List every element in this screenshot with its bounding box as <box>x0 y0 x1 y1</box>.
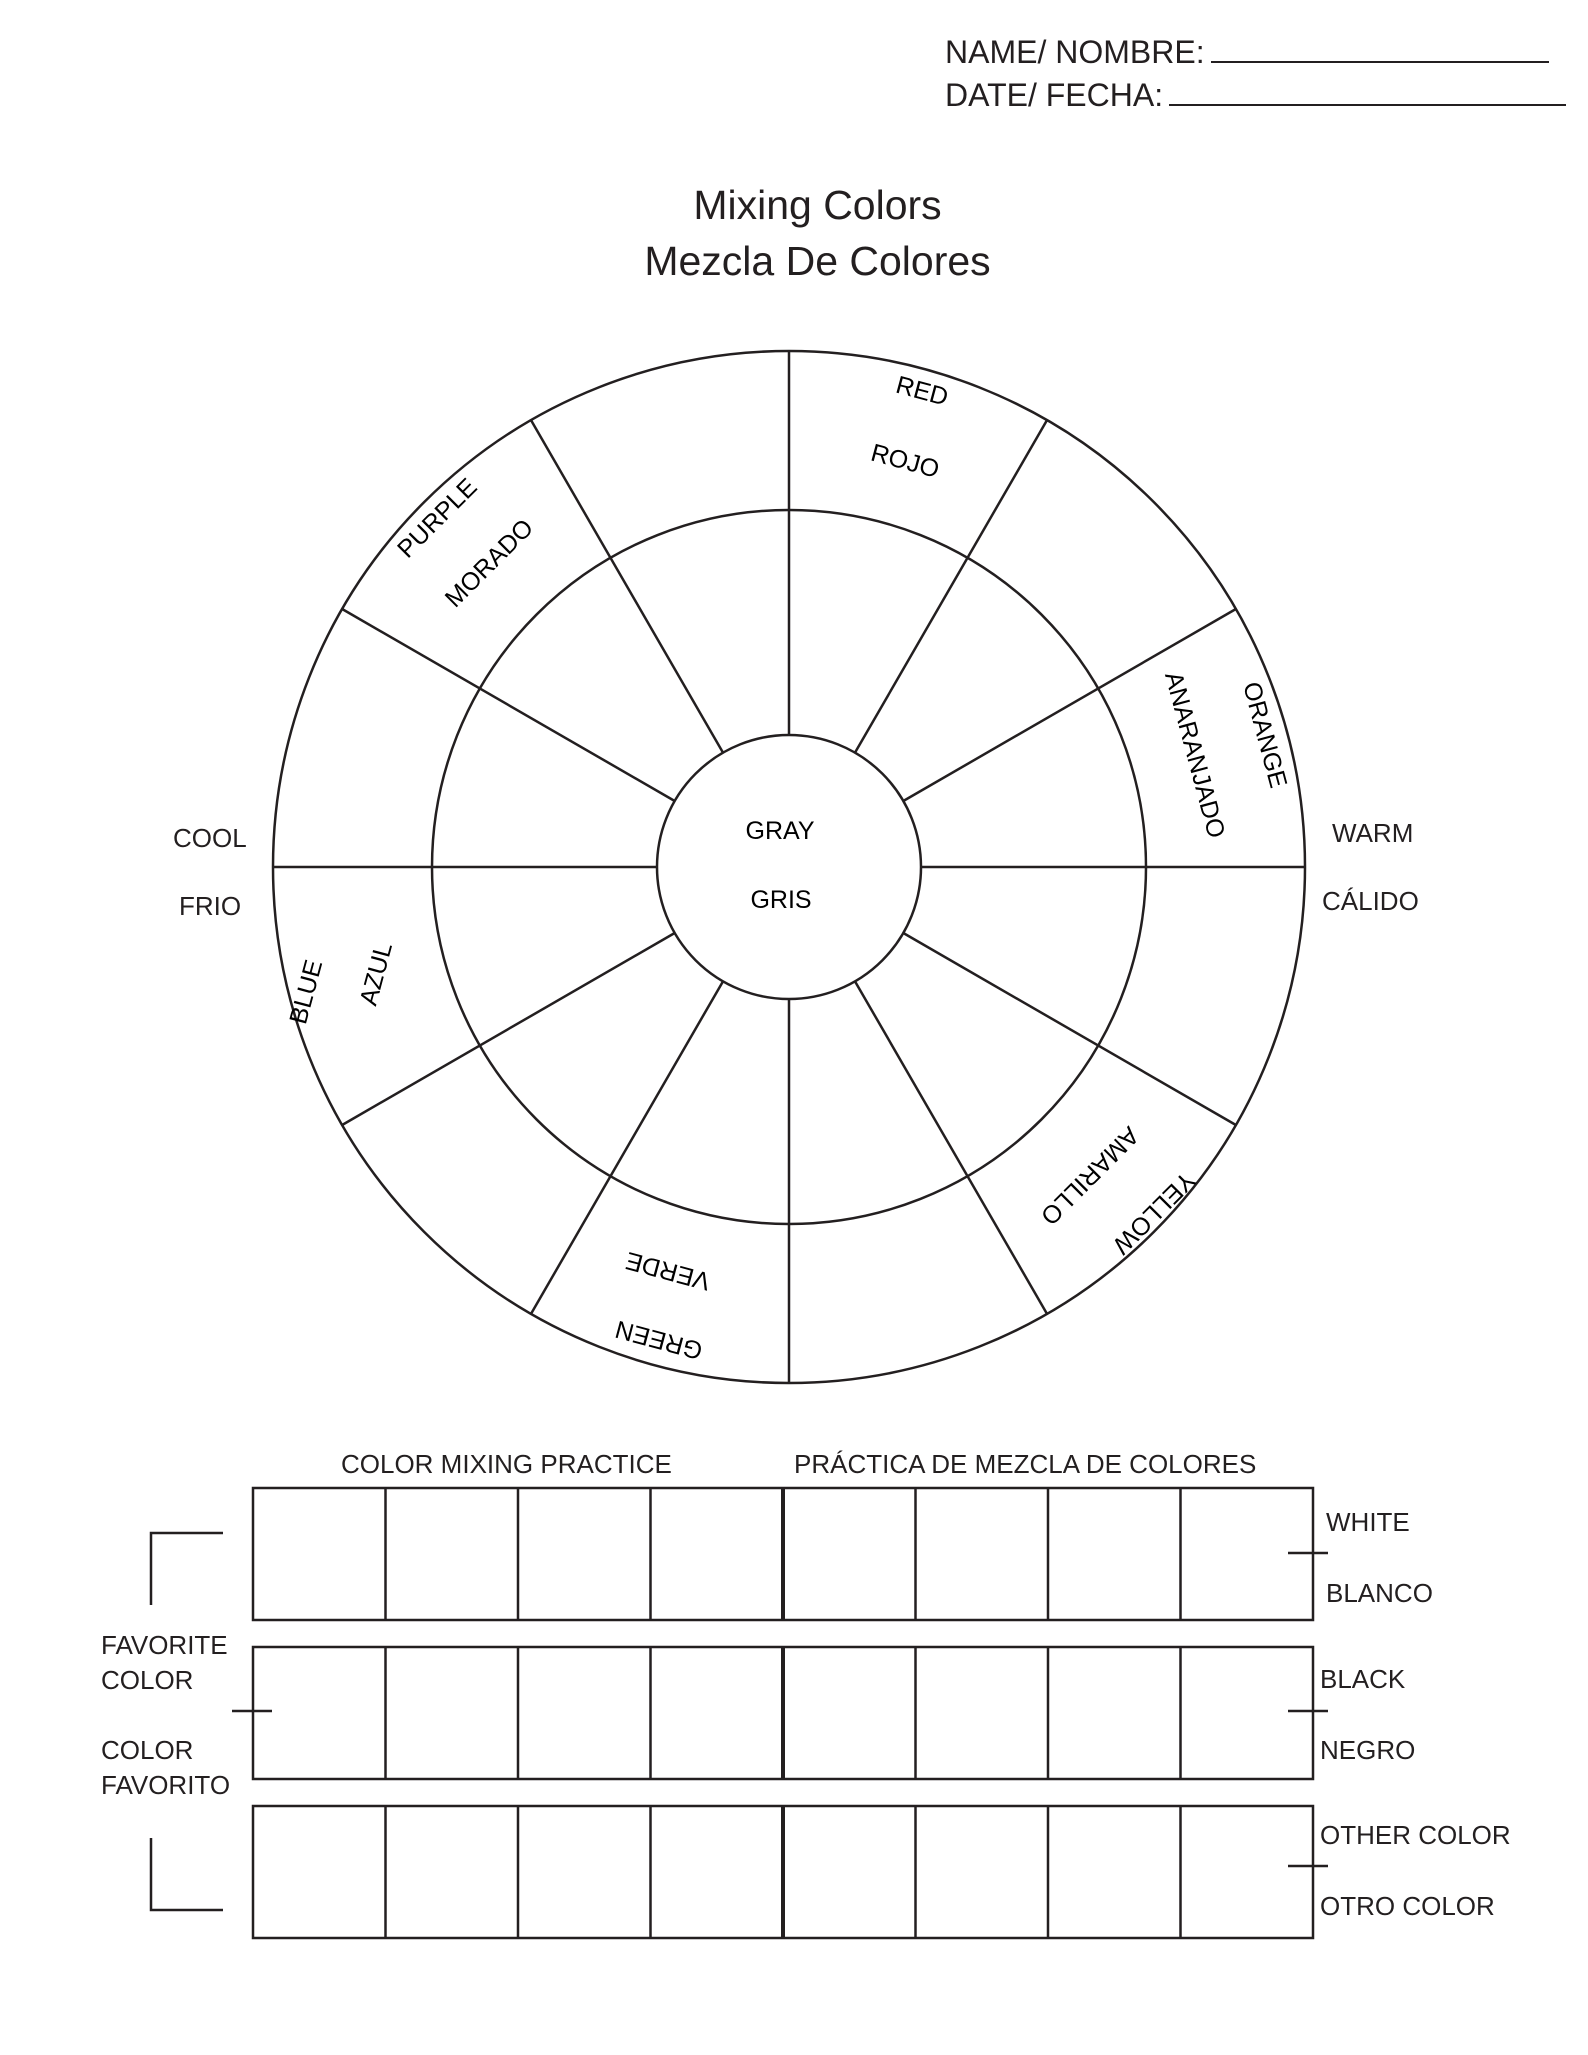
wheel-spoke <box>531 420 723 753</box>
practice-heading-es: PRÁCTICA DE MEZCLA DE COLORES <box>794 1449 1257 1479</box>
practice-grid <box>253 1488 1313 1938</box>
title-english: Mixing Colors <box>693 182 942 228</box>
row-white-en: WHITE <box>1326 1507 1410 1537</box>
row-other-es: OTRO COLOR <box>1320 1891 1495 1921</box>
segment-blue-es: AZUL <box>354 939 399 1009</box>
segment-purple-es: MORADO <box>439 513 540 614</box>
practice-heading-en: COLOR MIXING PRACTICE <box>341 1449 672 1479</box>
segment-green-en: GREEN <box>612 1314 706 1365</box>
row-black-es: NEGRO <box>1320 1735 1416 1765</box>
row-other-en: OTHER COLOR <box>1320 1820 1511 1850</box>
segment-blue-en: BLUE <box>284 956 329 1028</box>
segment-purple-en: PURPLE <box>392 473 483 564</box>
warm-label-en: WARM <box>1332 818 1414 848</box>
favorite-label-es-1: COLOR <box>101 1735 194 1765</box>
favorite-label-es-2: FAVORITO <box>101 1770 231 1800</box>
segment-red-es: ROJO <box>867 438 943 484</box>
favorite-label-en-2: COLOR <box>101 1665 194 1695</box>
wheel-spoke <box>855 981 1047 1314</box>
segment-red-en: RED <box>892 370 952 412</box>
date-label: DATE/ FECHA: <box>945 77 1164 113</box>
segment-yellow-en: YELLOW <box>1106 1165 1201 1260</box>
title-spanish: Mezcla De Colores <box>644 238 991 284</box>
wheel-spoke <box>342 609 675 801</box>
segment-green-es: VERDE <box>622 1246 714 1296</box>
center-label-en: GRAY <box>745 817 815 845</box>
wheel-center-circle <box>657 735 921 999</box>
cool-label-es: FRIO <box>179 891 242 921</box>
center-label-es: GRIS <box>750 886 812 914</box>
segment-orange-es: ANARANJADO <box>1159 668 1231 842</box>
name-label: NAME/ NOMBRE: <box>945 34 1205 70</box>
segment-yellow-es: AMARILLO <box>1035 1121 1145 1231</box>
row-white-es: BLANCO <box>1326 1578 1433 1608</box>
warm-label-es: CÁLIDO <box>1322 886 1419 916</box>
cool-label-en: COOL <box>173 823 247 853</box>
segment-orange-en: ORANGE <box>1237 678 1293 791</box>
wheel-spoke <box>903 933 1236 1125</box>
favorite-label-en-1: FAVORITE <box>101 1630 228 1660</box>
row-black-en: BLACK <box>1320 1664 1406 1694</box>
